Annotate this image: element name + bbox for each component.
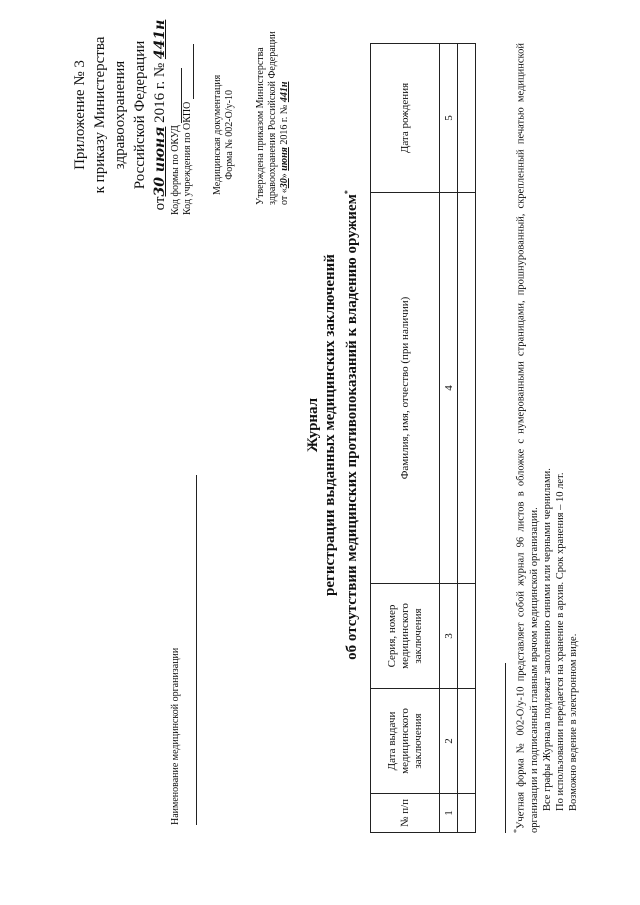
column-number-4: 4 — [440, 193, 458, 584]
footnote-divider — [505, 663, 506, 833]
column-number-1: 1 — [440, 794, 458, 833]
column-number-2: 2 — [440, 689, 458, 794]
footnotes — [510, 43, 580, 833]
okud-blank — [171, 68, 182, 123]
table-number-row — [440, 44, 458, 833]
organization-name-label: Наименование медицинской организации — [170, 647, 181, 825]
table-cell — [458, 44, 476, 193]
okpo-blank — [183, 44, 194, 99]
appendix-date-line: от30 июня 2016 г. № 441н — [152, 19, 168, 211]
column-header-number: № п/п — [371, 794, 440, 833]
footnote-ink: Все графы Журнала подлежат заполнению синими или черными чернилами. — [541, 468, 553, 811]
footnote-main: *Учетная форма № 002-О/у-10 представляет собой журнал 96 листов в обложке с нумерованными страницами, прошнурованный, скрепленный печатью медицинской организации и подписанный главным врачом медицинской организации. — [512, 43, 540, 833]
registration-journal-table — [370, 43, 476, 833]
organization-name-underline — [196, 475, 197, 825]
table-cell — [458, 193, 476, 584]
medical-documentation-label: Медицинская документация Форма № 002-О/у-10 — [212, 74, 235, 195]
column-header-series-number: Серия, номер медицинского заключения — [371, 584, 440, 689]
column-number-3: 3 — [440, 584, 458, 689]
journal-subtitle: регистрации выданных медицинских заключений — [322, 254, 338, 596]
table-row — [458, 44, 476, 833]
column-header-full-name: Фамилия, имя, отчество (при наличии) — [371, 193, 440, 584]
form-number: Форма № 002-О/у-10 — [224, 90, 235, 180]
approval-date-line: от «30» июня 2016 г. № 441н — [279, 81, 290, 205]
column-header-issue-date: Дата выдачи медицинского заключения — [371, 689, 440, 794]
form-codes — [170, 44, 194, 215]
journal-subtitle-2: об отсутствии медицинских противопоказаний к владению оружием* — [343, 190, 360, 660]
okud-code-line: Код формы по ОКУД — [170, 44, 182, 215]
table-cell — [458, 689, 476, 794]
approval-note: Утверждена приказом Министерства здравоохранения Российской Федерации от «30» июня 2016 г. № 441н — [255, 31, 290, 205]
table-header-row — [371, 44, 440, 833]
table-cell — [458, 794, 476, 833]
okpo-code-line: Код учреждения по ОКПО — [182, 44, 194, 215]
column-number-5: 5 — [440, 44, 458, 193]
appendix-federation-line: Российской Федерации — [132, 40, 148, 190]
appendix-order-line: к приказу Министерства здравоохранения — [92, 36, 128, 194]
handwritten-order-number: 441н — [152, 19, 168, 60]
appendix-number: Приложение № 3 — [72, 60, 88, 170]
handwritten-date: 30 июня — [152, 126, 168, 197]
journal-title-block — [305, 145, 361, 705]
journal-title: Журнал — [305, 397, 321, 453]
appendix-header — [70, 15, 170, 215]
footnote-electronic: Возможно ведение в электронном виде. — [567, 633, 579, 811]
table-cell — [458, 584, 476, 689]
footnote-archive: По использовании передается на хранение в архив. Срок хранения – 10 лет. — [554, 472, 566, 811]
column-header-birth-date: Дата рождения — [371, 44, 440, 193]
